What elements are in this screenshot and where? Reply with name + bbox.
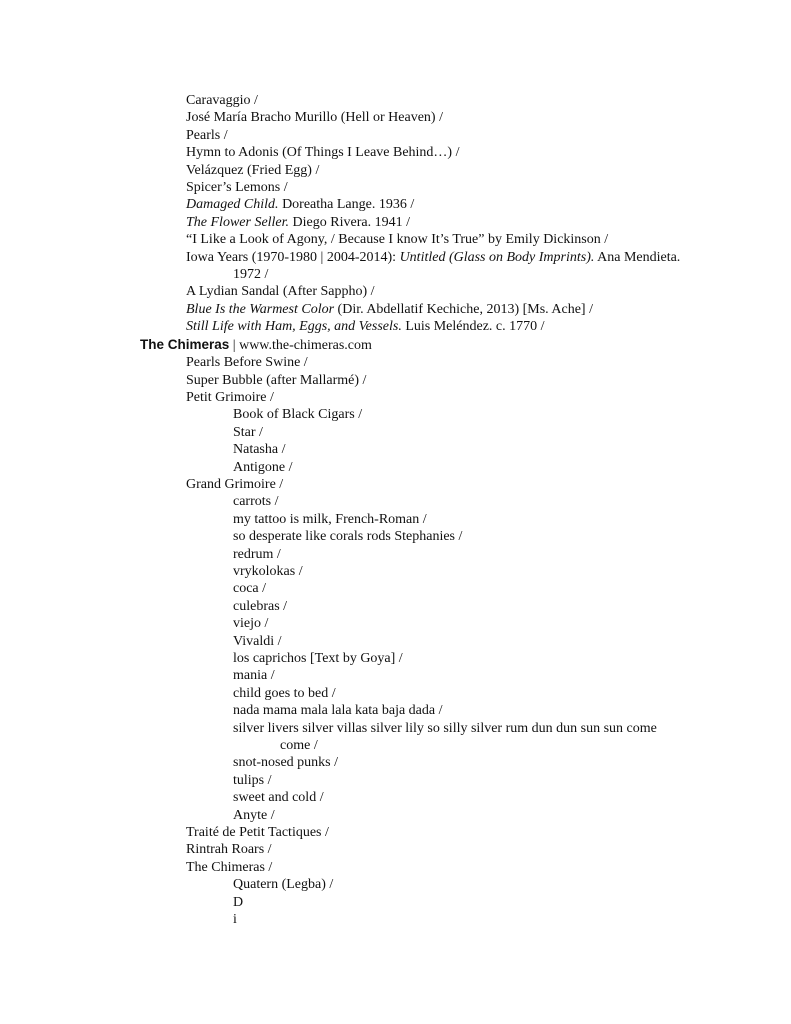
toc-subentry: Star / <box>233 424 263 440</box>
toc-entry-petit-grimoire: Petit Grimoire / <box>186 389 274 405</box>
toc-subentry: Vivaldi / <box>233 633 282 649</box>
toc-entry: Caravaggio / <box>186 93 258 108</box>
toc-subentry: tulips / <box>233 772 272 788</box>
toc-subentry: viejo / <box>233 616 269 632</box>
toc-entry: José María Bracho Murillo (Hell or Heaven) / <box>186 110 443 126</box>
toc-subentry: nada mama mala lala kata baja dada / <box>233 703 443 719</box>
toc-entry-flower-seller: The Flower Seller. Diego Rivera. 1941 / <box>186 214 410 230</box>
toc-subentry: snot-nosed punks / <box>233 755 338 771</box>
toc-subentry: Book of Black Cigars / <box>233 407 363 423</box>
toc-subentry: child goes to bed / <box>233 685 336 701</box>
toc-subentry: Natasha / <box>233 442 286 458</box>
toc-subentry: mania / <box>233 668 275 684</box>
toc-subentry: D <box>233 894 244 910</box>
toc-entry: Traité de Petit Tactiques / <box>186 825 329 841</box>
toc-entry-still-life: Still Life with Ham, Eggs, and Vessels. Luis Meléndez. c. 1770 / <box>186 319 545 335</box>
toc-entry: Pearls / <box>186 127 228 143</box>
toc-subentry: Antigone / <box>233 459 293 475</box>
toc-subentry: Anyte / <box>233 807 275 823</box>
toc-subentry: i <box>233 912 237 928</box>
toc-entry-the-chimeras: The Chimeras / <box>186 859 273 875</box>
toc-entry-iowa-years: Iowa Years (1970-1980 | 2004-2014): Untitled (Glass on Body Imprints). Ana Mendieta. <box>186 249 681 265</box>
toc-subentry-continuation: come / <box>280 738 318 754</box>
toc-entry-blue: Blue Is the Warmest Color (Dir. Abdellatif Kechiche, 2013) [Ms. Ache] / <box>186 301 593 317</box>
toc-subentry: carrots / <box>233 494 279 510</box>
artwork-title: Untitled (Glass on Body Imprints). <box>399 249 595 265</box>
toc-subentry: silver livers silver villas silver lily so silly silver rum dun dun sun sun come <box>233 720 657 736</box>
toc-subentry: coca / <box>233 581 267 597</box>
artwork-title: The Flower Seller. <box>186 214 290 230</box>
toc-entry-continuation: 1972 / <box>233 267 269 283</box>
toc-entry-lydian: A Lydian Sandal (After Sappho) / <box>186 284 375 300</box>
toc-entry: Hymn to Adonis (Of Things I Leave Behind…) / <box>186 145 460 161</box>
toc-subentry: redrum / <box>233 546 281 562</box>
artwork-title: Damaged Child. <box>186 197 279 213</box>
toc-entry: Spicer’s Lemons / <box>186 180 288 196</box>
toc-subentry: so desperate like corals rods Stephanies / <box>233 529 463 545</box>
toc-subentry: my tattoo is milk, French-Roman / <box>233 511 427 527</box>
toc-subentry: los caprichos [Text by Goya] / <box>233 651 403 666</box>
toc-entry-dickinson: “I Like a Look of Agony, / Because I know It’s True” by Emily Dickinson / <box>186 232 609 248</box>
film-title: Blue Is the Warmest Color <box>186 301 335 317</box>
toc-entry: Rintrah Roars / <box>186 842 272 858</box>
toc-entry: Pearls Before Swine / <box>186 355 308 371</box>
section-heading-chimeras <box>0 336 791 354</box>
toc-subentry: culebras / <box>233 598 288 614</box>
toc-subentry: sweet and cold / <box>233 790 324 806</box>
section-url: | www.the-chimeras.com <box>229 337 372 353</box>
artwork-title: Still Life with Ham, Eggs, and Vessels. <box>186 319 402 335</box>
toc-entry-damaged-child: Damaged Child. Doreatha Lange. 1936 / <box>186 197 415 213</box>
toc-entry: Velázquez (Fried Egg) / <box>186 162 320 178</box>
section-title: The Chimeras <box>140 336 230 352</box>
toc-entry: Super Bubble (after Mallarmé) / <box>186 372 367 388</box>
toc-entry-grand-grimoire: Grand Grimoire / <box>186 476 284 492</box>
toc-subentry: vrykolokas / <box>233 563 303 579</box>
toc-subentry: Quatern (Legba) / <box>233 877 334 893</box>
table-of-contents <box>0 92 791 929</box>
